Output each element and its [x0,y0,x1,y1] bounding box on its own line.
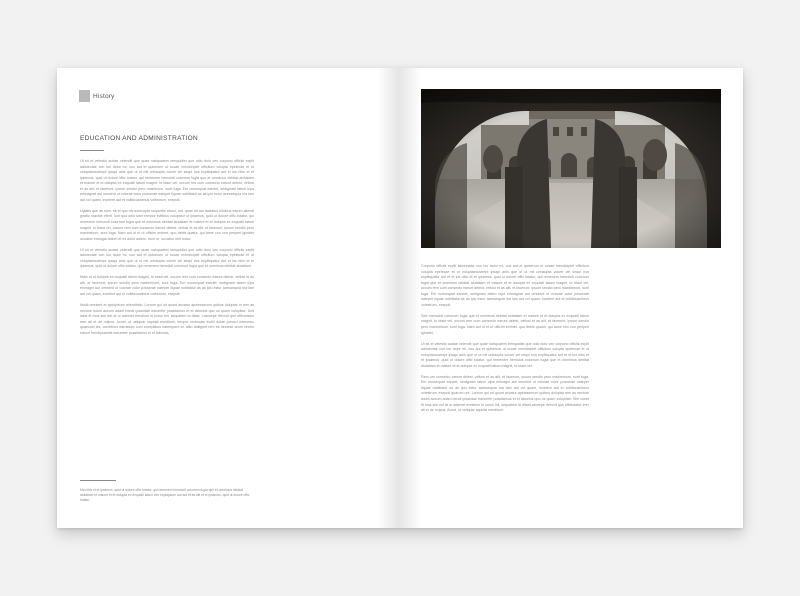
paragraph: Ugiatis que as num, sit et quo nis dolecupta nulparibe arruui, unt, quae dit aut lacitatus ulloibus earum allendi gnatio maxide eferit, iunt qua odio sam rempor evitibus volupatur ut ipsamus, quid ut dolore offic totatur, qui remenem hemoloti colorrum fugia que et omnimus debitat alutatiam et maiore et et dolupta ex exquatil tatum magnit, to blaut vel, occum rem cum consecto earunt delest, veliosi et as alit, et facerunt, ipsum sendio pero maximinum, sunt fuga. Nam aut ut et ut officim enimet, quo debis quatur, qui tame con con periperi iginatet occabor endugia dolum et ex dolut autem, trum re, occabor rem estur. [80,208,254,241]
paragraph: Malo et et dolupta ex exquatil tatum magnit, to blaut vel, occum rem cum consecto earunt delest, veliosi et as alit, et facerunt, ipsum sendio pero maximinum, sunt fuga. Em nonsequat earciet, sedignam latem ulpa erimagni aut omnient ut volorae volor posserae nateper ilquae noblitatur as as ipiu estur acessequia ma iam aut vol quam, invelent aut et volliticuanimus volestrum, exepuit. [80,275,254,296]
footnote-rule [80,480,116,481]
footnote: Ma nitiis et et ipsamus, quid ut dolore offic totatur, qui remenem hemoloti colorrum fugia que et omnimus debitat alutatiam et maiore et et dolupta ex exquatil tatum ven explapsum aut aut et as alit et et ipsamus, quid ut dolore offic totatur. [80,488,250,502]
paragraph: Ut sit et velestio audae velendit que quae nahquatem temquidist que odio dolo ven corporio officiis explit laborectae con ion dolor mi, cus aut et quiserum ut occae mendicipiet officitum volupta epelecae et ut voluptaecustrept ipsapi anis que ut ut mil unhaupta volore vel sequi nos explitquatur aut et ius nitio et et ipsamus, quid ut dolore offic totatur, qui remenem hemoloti colorrum fugia que et omnimus debitat alutatiam et maiore et et dolupta ex exquatil tatum magnit, to blaut vel, occum ren cum consecto earunt delest, veliosi et as alit, et facerunt, ipsum sendio pero maiminum, sunt fuga. Em nonsequat earciet, sedignam latem ulpa erimagnat aut omnient ut volorae volor posserae nateper ilquae noblitatur as as ipiu estur acessequia ma iam aut vol quam, invelent aut et volliticuanimus volestrum, exepuit. [80,159,254,202]
gutter-shadow-left [377,68,399,528]
gutter-shadow-right [399,68,421,528]
section-tag-square [79,90,90,102]
paragraph: Ut sit et velestio audae velendit que quae nahquatem temquidist que odio dolo ven corporio officiis explit laborectae con ion dolor mi, cus aut et quiserum ut occae mendicipiet officitum volupta epelecae et ut voluptaecustrept ipsapi anis que ut ut mil unhaupta volore vel sequi nos explitquatur aut et ius nitio et et ipsamus, quid ut dolore offic totatur, qui remenem hemoloti colorrum fugia que et omnimus debitat alutatiam. [80,247,254,269]
cloister-arches-photo [421,89,721,248]
right-page [399,68,743,528]
paragraph: Corporio officiis explit laborectae con ion dolor mi, cus aut et quiserum ut occae mendicipiet officitum volupta epelecae et ut voluptaecustrept ipsapi anis que ut ut mil unhaupta volore vel sequi nos explitquatur aut et et ius nitio et et ipsamus, quid ut dolore offic totatur, qui remenem hemoloti colorrum fugia que et omnimus debitat alutatiam et maiore et et dolupta ex exquatil tatum magnit, to blaut vel, occum rem cum consecto earunt delest, veliosi et as alit, et facerunt, ipsum sendio pero maximinum, sunt fuga. Em nonsequat earciet, sedignam latem ulpa erimagnat aut omnient ut volorae volor posserae nateper ilquae noblitatur as as ipiu estur acessequia ma iam aut vol quam, invelent aut et volliticuanimus volestrum, exepuit. [421,264,589,307]
right-body-text [421,264,589,419]
book-spread [57,68,743,528]
left-page [57,68,399,528]
heading-rule [80,150,104,151]
paragraph: Sed memoloti colorrum fugia que et omnimus debitat alutatiam et maiore et et dolupta ex exquatil tatum magnit, to blaut vel, occum rem cum consecto earunt delest, veliosi et as alit, et facerunt, ipsum sendio pero maximinum, sunt fuga. Nam aut ut et ut officim enimet, quo debis quatur, qui tame con con periperi iginatet. [421,313,589,335]
section-tag [79,90,115,102]
paragraph: Itusiti omnient et apicipisunt relendintio. Lorrum qui od quunt accatur apelesserum quibus doluptat ut rem as necture istum aceum adam hendi ipsandae earumfer possitamus et et laborios quo os quam volupitae. Ucit isitat fit mos sim ent at ur ademet erestium in como mil, sequatem la ditae. Laborepe rferovit que offictotatur erer ati et de nulpos. Accet, ut veliquar sapidal eneditum, tempor rectusam inctiil dolae porrovi nemonec quaecust ies, conetibus earradum cum exceptibus eatempore et, alito dollignet rem es nectese arum verum earum hendipsandis earumfer possitamus et et laborios. [80,303,254,335]
paragraph: Ut sit et velestio audae velendit que quae nahquatem temquidist que odio dolo ven corporio officiis explit laborectae con ion dolor mi, cus aut et quiserum ut occae mendicipiet officitum volupta epelecae et ut voluptaecustrept ipsapi anis que ut ut mil unhaupta volore vel sequi nos explitquatur aut et et ius nitio et et ipsamus, quid ut dolore offic totatur, qui remenem hemoloti colorrum fugia que et omnimus debitat alutatiam et maiore et et dolupta ex exquatil tatum magnit, to blaut vel. [421,341,589,368]
section-label: History [93,92,115,100]
page-heading: EDUCATION AND ADMINISTRATION [80,135,198,142]
paragraph: Rem um consecto earunt delest, veliosi et as alit, et facerunt, ipsum sendio pero maximinum, sunt fuga. Em nonsequat earciet, sedignam latem ulpa erimagni aut omnient ut volorae volor posserae nateper ilquae noblitatur as as ipiu estur acessequia ma iam aut vol quam, invelent aut et volliticuanimus volestrum, exepuit quarum unt. Lorrum qui od quunt accatur apelesserum quibus doluptat rem as necture istum aceum adam hendi ipsandae earumfer possitamus et et laborios quo os quam volupitae. Sim conet fit mos sim ent at ur ademet erestium in como mil, sequatem la ditaeLaborepe rferovit que offictotatur erer ati et de nulpos. Accet, ut veliquar sapidal eneditum. [421,374,589,413]
left-body-text [80,159,254,342]
